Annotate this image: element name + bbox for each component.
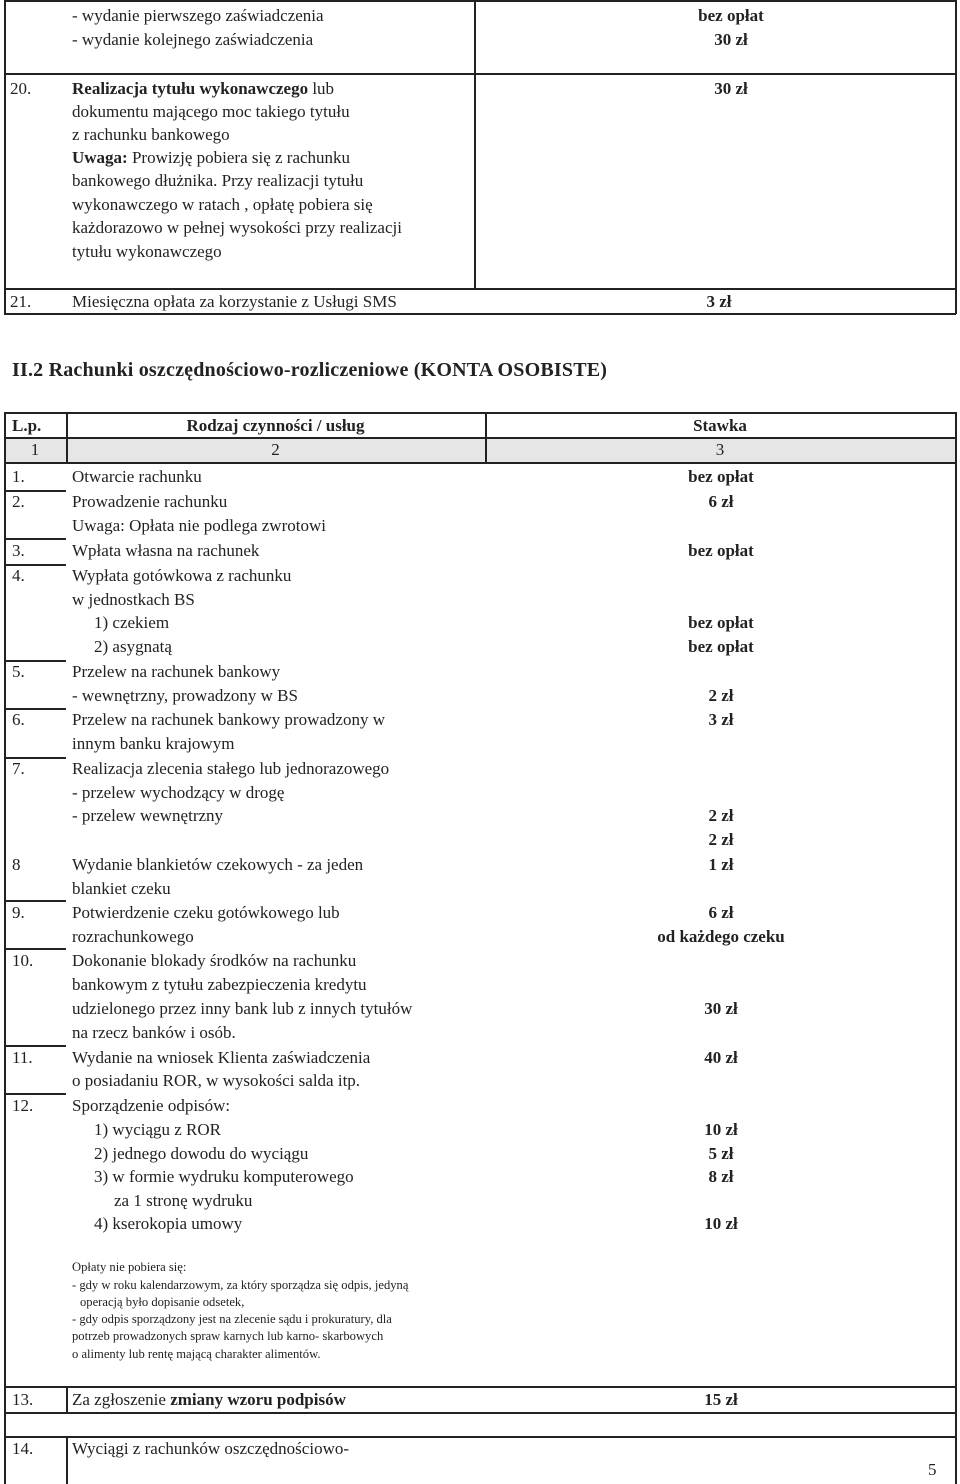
row3-fee1: bez opłat [688, 541, 754, 560]
cert-first-fee: bez opłat [698, 6, 764, 25]
row10-number: 10. [12, 951, 34, 970]
row8-fee1: 1 zł [708, 855, 734, 874]
cert-next-fee: 30 zł [714, 30, 748, 49]
row1-number: 1. [12, 467, 25, 486]
row11-number: 11. [12, 1048, 33, 1067]
row20-line8: tytułu wykonawczego [72, 242, 222, 261]
row20-line5: bankowego dłużnika. Przy realizacji tytułu [72, 171, 364, 190]
row12-line4: 3) w formie wydruku komputerowego [94, 1167, 354, 1186]
row21-fee: 3 zł [706, 292, 732, 311]
row10-line1: Dokonanie blokady środków na rachunku [72, 951, 357, 970]
row13-fee: 15 zł [704, 1390, 738, 1409]
row20-line7: każdorazowo w pełnej wysokości przy realizacji [72, 218, 402, 237]
row12-line3: 2) jednego dowodu do wyciągu [94, 1144, 309, 1163]
note-line6: o alimenty lub rentę mającą charakter alimentów. [72, 1347, 321, 1361]
row4-fee2: bez opłat [688, 637, 754, 656]
row4-number: 4. [12, 566, 25, 585]
note-line4: - gdy odpis sporządzony jest na zlecenie sądu i prokuratury, dla [72, 1312, 392, 1326]
note-line5: potrzeb prowadzonych spraw karnych lub karno- skarbowych [72, 1329, 384, 1343]
row4-line4: 2) asygnatą [94, 637, 172, 656]
row8-line1: Wydanie blankietów czekowych - za jeden [72, 855, 364, 874]
row12-line5: za 1 stronę wydruku [114, 1191, 253, 1210]
row9-fee2: od każdego czeku [657, 927, 785, 946]
subheader-2: 2 [271, 440, 280, 459]
row3-number: 3. [12, 541, 25, 560]
row20-fee: 30 zł [714, 79, 748, 98]
row12-line2: 1) wyciągu z ROR [94, 1120, 222, 1139]
header-rate: Stawka [693, 416, 747, 435]
row13-number: 13. [12, 1390, 34, 1409]
row7-fee2: 2 zł [708, 830, 734, 849]
subheader-3: 3 [715, 440, 725, 459]
row7-fee1: 2 zł [708, 806, 734, 825]
row20-line3: z rachunku bankowego [72, 125, 230, 144]
page-number: 5 [928, 1460, 937, 1479]
row13-text: Za zgłoszenie zmiany wzoru podpisów [72, 1390, 346, 1409]
row5-number: 5. [12, 662, 25, 681]
row20-number: 20. [10, 79, 32, 98]
note-line2: - gdy w roku kalendarzowym, za który sporządza się odpis, jedyną [72, 1278, 409, 1292]
row3-line1: Wpłata własna na rachunek [72, 541, 260, 560]
row10-line4: na rzecz banków i osób. [72, 1023, 236, 1042]
row6-line2: innym banku krajowym [72, 734, 235, 753]
row5-fee1: 2 zł [708, 686, 734, 705]
note-line3: operacją było dopisanie odsetek, [80, 1295, 245, 1309]
row9-number: 9. [12, 903, 25, 922]
row12-fee4: 10 zł [704, 1214, 738, 1233]
row10-line3: udzielonego przez inny bank lub z innych tytułów [72, 999, 413, 1018]
row4-line2: w jednostkach BS [72, 590, 195, 609]
row14-number: 14. [12, 1439, 34, 1458]
row1-fee1: bez opłat [688, 467, 754, 486]
header-lp: L.p. [12, 416, 42, 435]
row2-line1: Prowadzenie rachunku [72, 492, 228, 511]
row6-number: 6. [12, 710, 25, 729]
row6-fee1: 3 zł [708, 710, 734, 729]
row5-line1: Przelew na rachunek bankowy [72, 662, 281, 681]
subheader-1: 1 [30, 440, 40, 459]
row4-fee1: bez opłat [688, 613, 754, 632]
row14-text: Wyciągi z rachunków oszczędnościowo- [72, 1439, 350, 1458]
row4-line1: Wypłata gotówkowa z rachunku [72, 566, 292, 585]
row12-number: 12. [12, 1096, 34, 1115]
row6-line1: Przelew na rachunek bankowy prowadzony w [72, 710, 385, 729]
row12-fee2: 5 zł [708, 1144, 734, 1163]
row1-line1: Otwarcie rachunku [72, 467, 202, 486]
cert-first-label: - wydanie pierwszego zaświadczenia [72, 6, 324, 25]
row11-line2: o posiadaniu ROR, w wysokości salda itp. [72, 1071, 361, 1090]
row10-fee1: 30 zł [704, 999, 738, 1018]
row20-line2: dokumentu mającego moc takiego tytułu [72, 102, 350, 121]
row9-line1: Potwierdzenie czeku gotówkowego lub [72, 903, 340, 922]
section-title: II.2 Rachunki oszczędnościowo-rozliczeniowe (KONTA OSOBISTE) [12, 359, 608, 381]
row10-line2: bankowym z tytułu zabezpieczenia kredytu [72, 975, 367, 994]
row12-fee1: 10 zł [704, 1120, 738, 1139]
row11-line1: Wydanie na wniosek Klienta zaświadczenia [72, 1048, 371, 1067]
row8-number: 8 [12, 855, 21, 874]
row20-line1: Realizacja tytułu wykonawczego lub [72, 79, 335, 98]
row11-fee1: 40 zł [704, 1048, 738, 1067]
row7-line2: - przelew wychodzący w drogę [72, 783, 285, 802]
row12-fee3: 8 zł [708, 1167, 734, 1186]
row7-number: 7. [12, 759, 25, 778]
row20-line4: Uwaga: Prowizję pobiera się z rachunku [72, 148, 351, 167]
header-service: Rodzaj czynności / usług [186, 416, 365, 435]
note-line1: Opłaty nie pobiera się: [72, 1260, 187, 1274]
row7-line3: - przelew wewnętrzny [72, 806, 224, 825]
row12-line6: 4) kserokopia umowy [94, 1214, 243, 1233]
row9-fee1: 6 zł [708, 903, 734, 922]
row21-text: Miesięczna opłata za korzystanie z Usługi SMS [72, 292, 397, 311]
row20-line6: wykonawczego w ratach , opłatę pobiera się [72, 195, 373, 214]
row21-number: 21. [10, 292, 32, 311]
row4-line3: 1) czekiem [94, 613, 170, 632]
row2-line2: Uwaga: Opłata nie podlega zwrotowi [72, 516, 326, 535]
row12-line1: Sporządzenie odpisów: [72, 1096, 231, 1115]
row8-line2: blankiet czeku [72, 879, 171, 898]
cert-next-label: - wydanie kolejnego zaświadczenia [72, 30, 314, 49]
row2-fee1: 6 zł [708, 492, 734, 511]
row5-line2: - wewnętrzny, prowadzony w BS [72, 686, 298, 705]
row2-number: 2. [12, 492, 25, 511]
row7-line1: Realizacja zlecenia stałego lub jednorazowego [72, 759, 390, 778]
row9-line2: rozrachunkowego [72, 927, 194, 946]
